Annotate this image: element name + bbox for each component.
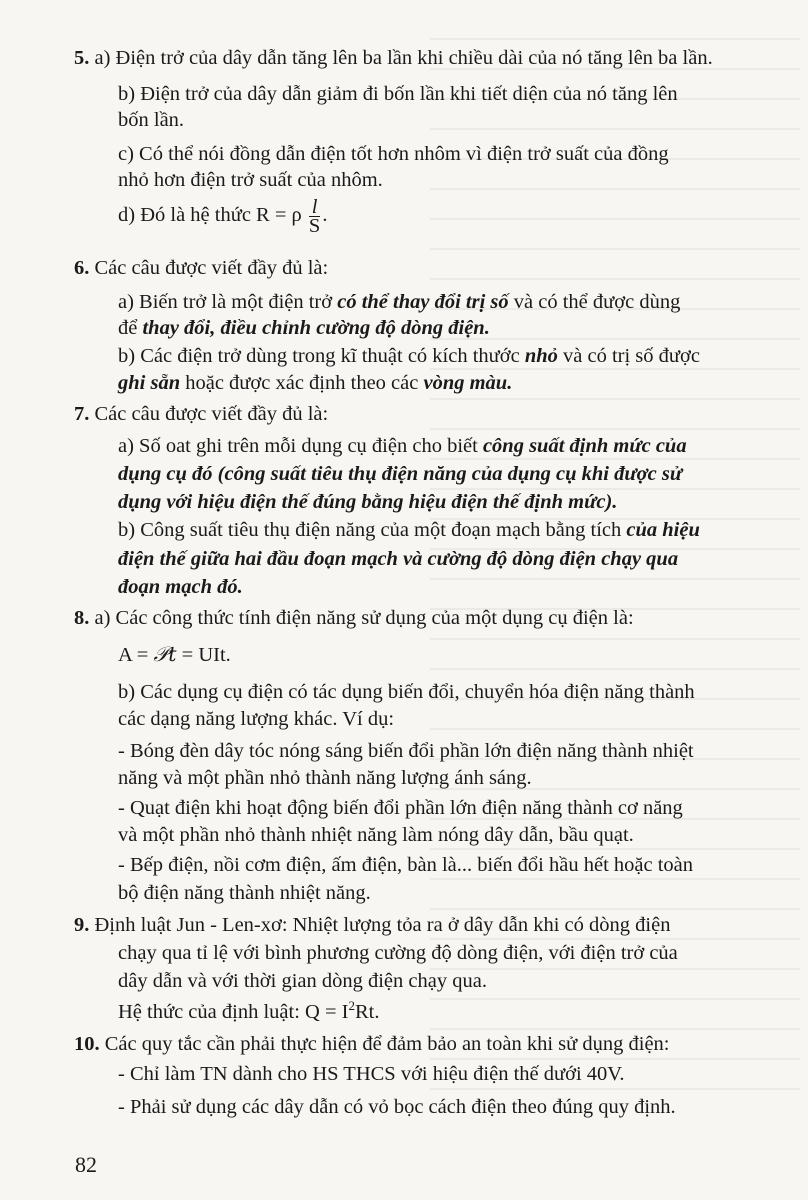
q9-line-3: dây dẫn và với thời gian dòng điện chạy qua. bbox=[118, 970, 487, 992]
q7-intro-line bbox=[74, 400, 328, 429]
q7-intro: Các câu được viết đầy đủ là: bbox=[94, 403, 329, 425]
q6-b-emphasis-1: nhỏ bbox=[524, 345, 558, 367]
q8-formula-line bbox=[118, 640, 231, 670]
q9-formula-suffix: Rt. bbox=[354, 1001, 380, 1023]
q8-example-3-line-1: - Bếp điện, nồi cơm điện, ấm điện, bàn là... biến đổi hầu hết hoặc toàn bbox=[118, 854, 694, 876]
q5-d-prefix: d) Đó là hệ thức R = ρ bbox=[118, 204, 302, 227]
q9-formula-prefix: Hệ thức của định luật: Q = I bbox=[118, 1001, 349, 1023]
q7-b-text-1: b) Công suất tiêu thụ điện năng của một đoạn mạch bằng tích bbox=[118, 519, 627, 541]
q5-d-suffix: . bbox=[322, 204, 328, 227]
q7-a-line-2 bbox=[118, 460, 682, 489]
q7-a-line-3 bbox=[118, 488, 617, 517]
q6-intro: Các câu được viết đầy đủ là: bbox=[94, 257, 329, 279]
q8-example-1-line-2: năng và một phần nhỏ thành năng lượng ánh sáng. bbox=[118, 767, 532, 789]
q5-number: 5. bbox=[74, 47, 90, 69]
q9-text-1: Định luật Jun - Len-xơ: Nhiệt lượng tỏa ra ở dây dẫn khi có dòng điện bbox=[94, 914, 671, 936]
q7-b-emphasis-1: của hiệu bbox=[626, 519, 700, 541]
fraction-numerator: l bbox=[309, 198, 320, 217]
q6-a-line-2 bbox=[118, 314, 490, 343]
q8-a-line bbox=[74, 604, 634, 633]
q10-rule-1: - Chỉ làm TN dành cho HS THCS với hiệu điện thế dưới 40V. bbox=[118, 1063, 625, 1085]
q5-d-line bbox=[118, 198, 327, 235]
q10-intro-line bbox=[74, 1030, 670, 1059]
q6-b-line-1 bbox=[118, 342, 700, 371]
q5-c-line-2: nhỏ hơn điện trở suất của nhôm. bbox=[118, 169, 383, 191]
q5-a-line bbox=[74, 44, 713, 73]
q7-a-emphasis-1: công suất định mức của bbox=[482, 435, 687, 457]
resistance-fraction bbox=[309, 198, 320, 235]
q10-number: 10. bbox=[74, 1033, 100, 1055]
q7-a-line-1 bbox=[118, 432, 687, 461]
q7-a-text-1: a) Số oat ghi trên mỗi dụng cụ điện cho biết bbox=[118, 435, 483, 457]
q6-number: 6. bbox=[74, 257, 90, 279]
q6-a-emphasis-2: thay đổi, điều chỉnh cường độ dòng điện. bbox=[142, 317, 490, 339]
q6-intro-line bbox=[74, 254, 328, 283]
q7-b-emphasis-2: điện thế giữa hai đầu đoạn mạch và cường độ dòng điện chạy qua bbox=[118, 548, 679, 570]
q8-a-text: a) Các công thức tính điện năng sử dụng của một dụng cụ điện là: bbox=[94, 607, 634, 629]
q9-formula-exponent: 2 bbox=[348, 998, 355, 1014]
q10-rule-2: - Phải sử dụng các dây dẫn có vỏ bọc cách điện theo đúng quy định. bbox=[118, 1096, 676, 1118]
q8-b-line-1: b) Các dụng cụ điện có tác dụng biến đổi, chuyển hóa điện năng thành bbox=[118, 681, 695, 703]
q6-b-text-1: b) Các điện trở dùng trong kĩ thuật có kích thước bbox=[118, 345, 525, 367]
q5-b-line-1: b) Điện trở của dây dẫn giảm đi bốn lần khi tiết diện của nó tăng lên bbox=[118, 83, 678, 105]
q9-number: 9. bbox=[74, 914, 90, 936]
q7-number: 7. bbox=[74, 403, 90, 425]
q8-example-1-line-1: - Bóng đèn dây tóc nóng sáng biến đổi phần lớn điện năng thành nhiệt bbox=[118, 740, 694, 762]
q9-line-1 bbox=[74, 911, 670, 940]
page-number: 82 bbox=[75, 1152, 97, 1177]
q7-b-line-2 bbox=[118, 545, 678, 574]
q7-b-line-1 bbox=[118, 516, 700, 545]
q8-b-line-2: các dạng năng lượng khác. Ví dụ: bbox=[118, 708, 395, 730]
q5-a-text: a) Điện trở của dây dẫn tăng lên ba lần khi chiều dài của nó tăng lên ba lần. bbox=[94, 47, 713, 69]
q7-a-emphasis-3: dụng với hiệu điện thế đúng bằng hiệu điện thế định mức). bbox=[118, 491, 618, 513]
q6-b-text-3: hoặc được xác định theo các bbox=[180, 372, 424, 394]
q9-line-2: chạy qua tỉ lệ với bình phương cường độ dòng điện, với điện trở của bbox=[118, 942, 678, 964]
q6-a-text-1: a) Biến trở là một điện trở bbox=[118, 291, 338, 313]
q7-a-emphasis-2: dụng cụ đó (công suất tiêu thụ điện năng của dụng cụ khi được sử bbox=[118, 463, 683, 485]
q5-c-line-1: c) Có thể nói đồng dẫn điện tốt hơn nhôm vì điện trở suất của đồng bbox=[118, 143, 669, 165]
q8-example-2-line-2: và một phần nhỏ thành nhiệt năng làm nóng dây dẫn, bầu quạt. bbox=[118, 824, 634, 846]
q6-a-text-3: để bbox=[118, 317, 143, 339]
q8-example-2-line-1: - Quạt điện khi hoạt động biến đổi phần lớn điện năng thành cơ năng bbox=[118, 797, 683, 819]
q8-formula-rest: = UIt. bbox=[176, 644, 231, 666]
q8-example-3-line-2: bộ điện năng thành nhiệt năng. bbox=[118, 882, 371, 904]
q10-intro: Các quy tắc cần phải thực hiện để đảm bảo an toàn khi sử dụng điện: bbox=[104, 1033, 670, 1055]
q8-number: 8. bbox=[74, 607, 90, 629]
q7-b-emphasis-3: đoạn mạch đó. bbox=[118, 576, 243, 598]
q6-b-text-2: và có trị số được bbox=[557, 345, 700, 367]
q8-formula-a: A = bbox=[118, 644, 154, 666]
q6-b-emphasis-3: vòng màu. bbox=[423, 372, 513, 394]
q6-a-emphasis-1: có thể thay đổi trị số bbox=[337, 291, 509, 313]
q5-b-line-2: bốn lần. bbox=[118, 109, 185, 131]
q7-b-line-3 bbox=[118, 573, 243, 602]
q9-formula-line bbox=[118, 998, 379, 1027]
q8-formula-power: 𝒫t bbox=[153, 642, 177, 666]
q6-a-text-2: và có thể được dùng bbox=[508, 291, 681, 313]
fraction-denominator: S bbox=[308, 215, 321, 237]
q6-b-emphasis-2: ghi sẵn bbox=[118, 372, 181, 394]
q6-a-line-1 bbox=[118, 288, 680, 317]
q6-b-line-2 bbox=[118, 369, 512, 398]
